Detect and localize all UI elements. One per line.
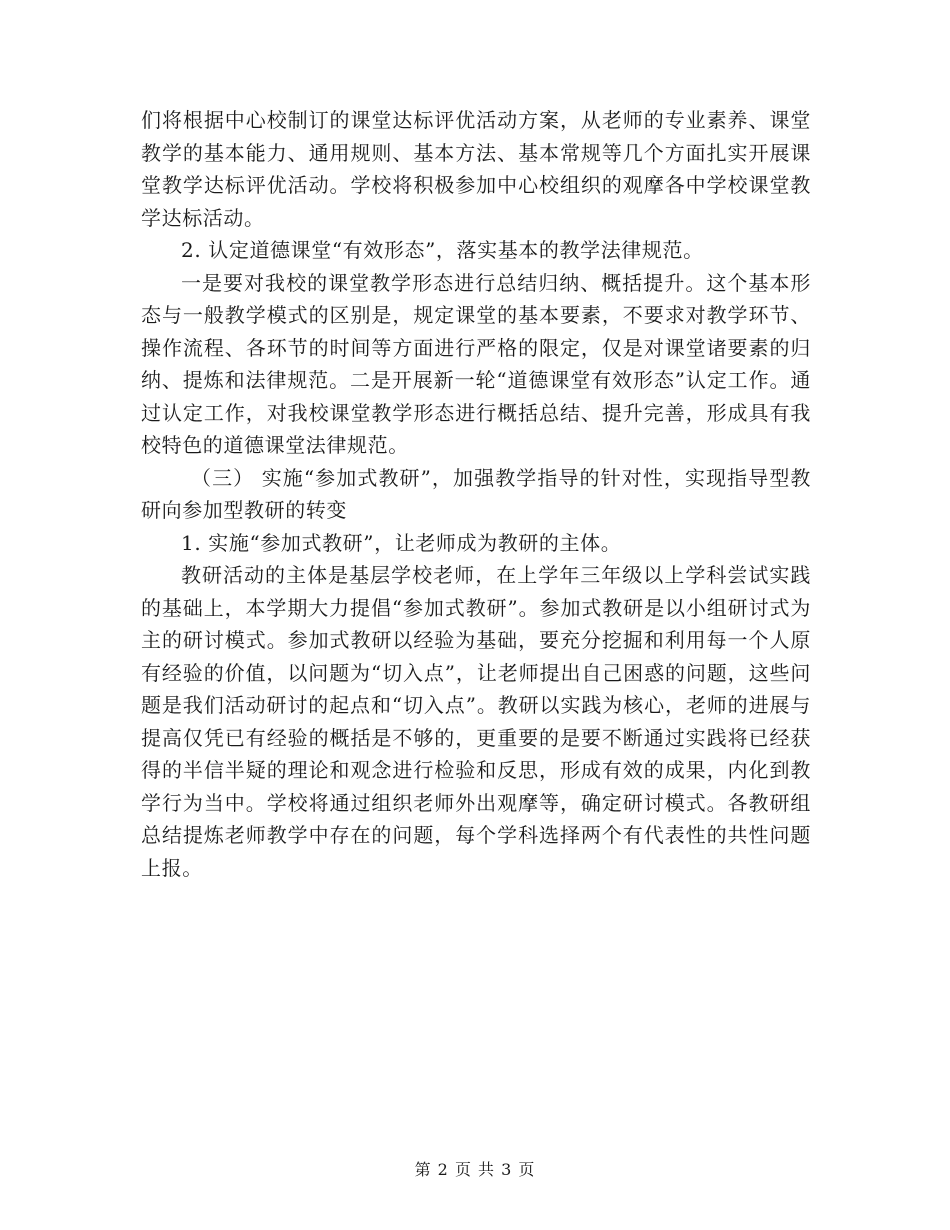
paragraph-item-2-body: 一是要对我校的课堂教学形态进行总结归纳、概括提升。这个基本形态与一般教学模式的区别是，规定课堂的基本要素，不要求对教学环节、操作流程、各环节的时间等方面进行严格的限定，仅是对课堂诸要素的归纳、提炼和法律规范。二是开展新一轮“道德课堂有效形态”认定工作。通过认定工作，对我校课堂教学形态进行概括总结、提升完善，形成具有我校特色的道德课堂法律规范。 <box>141 270 811 457</box>
paragraph-item-1-body: 教研活动的主体是基层学校老师，在上学年三年级以上学科尝试实践的基础上，本学期大力提倡“参加式教研”。参加式教研是以小组研讨式为主的研讨模式。参加式教研以经验为基础，要充分挖掘和利用每一个人原有经验的价值，以问题为“切入点”，让老师提出自己困惑的问题，这些问题是我们活动研讨的起点和“切入点”。教研以实践为核心，老师的进展与提高仅凭已有经验的概括是不够的，更重要的是要不断通过实践将已经获得的半信半疑的理论和观念进行检验和反思，形成有效的成果，内化到教学行为当中。学校将通过组织老师外出观摩等，确定研讨模式。各教研组总结提炼老师教学中存在的问题，每个学科选择两个有代表性的共性问题上报。 <box>141 563 811 880</box>
section-heading-3: （三） 实施“参加式教研”，加强教学指导的针对性，实现指导型教研向参加型教研的转变 <box>141 465 811 522</box>
paragraph-item-1-heading: 1. 实施“参加式教研”，让老师成为教研的主体。 <box>181 530 622 555</box>
page-footer: 第 2 页 共 3 页 <box>414 1160 536 1179</box>
paragraph-continuation: 们将根据中心校制订的课堂达标评优活动方案，从老师的专业素养、课堂教学的基本能力、通用规则、基本方法、基本常规等几个方面扎实开展课堂教学达标评优活动。学校将积极参加中心校组织的观摩各中学校课堂教学达标活动。 <box>141 108 811 230</box>
document-body <box>141 104 811 884</box>
paragraph-item-2-heading: 2. 认定道德课堂“有效形态”，落实基本的教学法律规范。 <box>181 238 704 262</box>
